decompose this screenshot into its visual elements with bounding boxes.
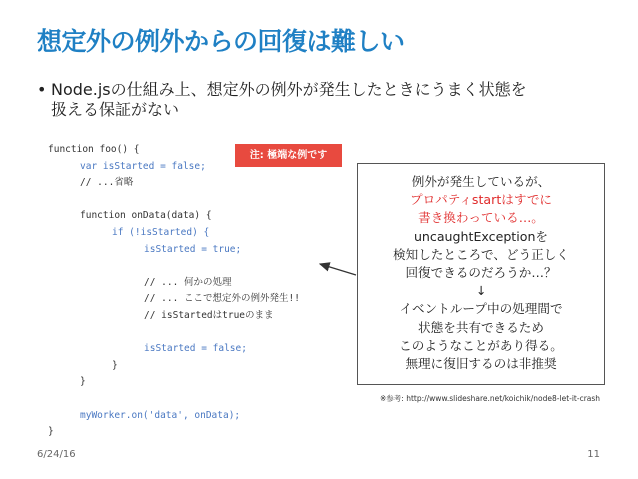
code-line: // isStartedはtrueのまま bbox=[144, 309, 274, 321]
code-line: function foo() { bbox=[48, 144, 140, 155]
code-line: // ... 何かの処理 bbox=[144, 276, 232, 288]
code-line: isStarted = true; bbox=[144, 243, 242, 255]
bullet-line-1: Node.jsの仕組み上、想定外の例外が発生したときにうまく状態を bbox=[51, 80, 527, 99]
code-line: isStarted = false; bbox=[144, 343, 247, 355]
callout-line: イベントループ中の処理間で bbox=[399, 301, 563, 317]
bullet-line-2: 扱える保証がない bbox=[51, 100, 180, 119]
code-line: } bbox=[80, 376, 86, 388]
footer-date: 6/24/16 bbox=[37, 449, 76, 460]
slide-title: 想定外の例外からの回復は難しい bbox=[37, 27, 405, 56]
callout-line: プロパティstartはすでに bbox=[409, 192, 553, 208]
code-line: var isStarted = false; bbox=[80, 160, 206, 172]
callout-line: ↓ bbox=[475, 283, 487, 299]
code-line: // ...省略 bbox=[80, 177, 134, 189]
callout-line: 書き換わっている…。 bbox=[418, 210, 544, 226]
bullet-marker: • bbox=[37, 80, 47, 99]
code-line: } bbox=[48, 426, 54, 438]
code-line: // ... ここで想定外の例外発生!! bbox=[144, 293, 300, 305]
code-line: myWorker.on('data', onData); bbox=[80, 409, 241, 421]
callout-line: uncaughtExceptionを bbox=[413, 228, 549, 244]
reference-text: ※参考: http://www.slideshare.net/koichik/node8-let-it-crash bbox=[380, 394, 601, 403]
page-number: 11 bbox=[587, 449, 600, 460]
callout-line: 無理に復旧するのは非推奨 bbox=[405, 356, 557, 372]
note-badge: 注: 極端な例です bbox=[235, 144, 342, 167]
code-line: function onData(data) { bbox=[80, 210, 212, 222]
code-line: } bbox=[112, 359, 118, 371]
callout-line: 回復できるのだろうか…？ bbox=[405, 265, 557, 281]
callout-box bbox=[357, 163, 605, 385]
callout-line: このようなことがあり得る。 bbox=[399, 337, 563, 353]
callout-line: 検知したところで、どう正しく bbox=[393, 246, 569, 262]
code-line: if (!isStarted) { bbox=[112, 226, 210, 238]
callout-line: 例外が発生しているが、 bbox=[411, 174, 551, 189]
callout-line: 状態を共有できるため bbox=[418, 319, 544, 335]
